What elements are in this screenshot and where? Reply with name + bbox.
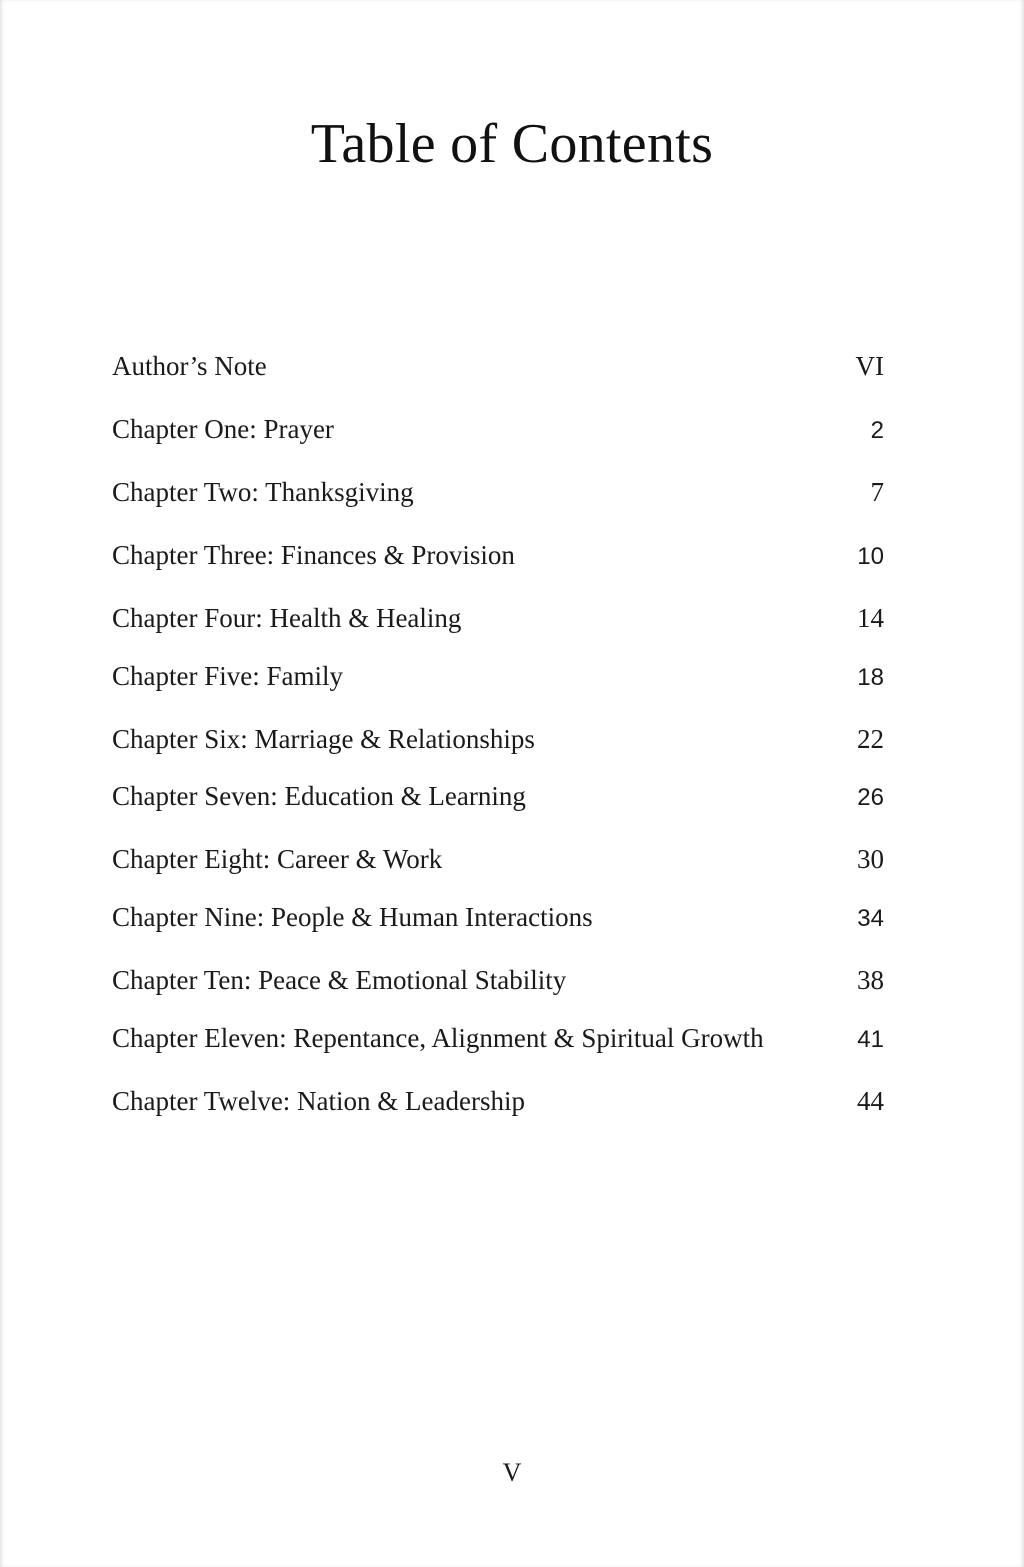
toc-entry-page: 2 (870, 417, 884, 444)
toc-entry-chapter-seven (112, 778, 884, 816)
toc-entry-page: 10 (857, 543, 884, 570)
toc-entry-page: 26 (857, 784, 884, 811)
toc-entry-label: Chapter Eleven: Repentance, Alignment & Spiritual Growth (112, 1023, 764, 1053)
toc-entry-page: 41 (857, 1026, 884, 1053)
toc-entry-chapter-ten (112, 962, 884, 998)
page-title: Table of Contents (310, 113, 714, 175)
toc-entry-chapter-eleven (112, 1020, 884, 1058)
toc-entry-label: Chapter One: Prayer (112, 414, 334, 444)
toc-entry-label: Chapter Three: Finances & Provision (112, 540, 515, 570)
toc-entry-page: 22 (857, 724, 884, 754)
toc-entry-page: 38 (857, 965, 884, 995)
toc-entry-label: Chapter Seven: Education & Learning (112, 781, 526, 811)
toc-entry-page: 30 (857, 844, 884, 874)
toc-entry-page: 44 (857, 1086, 884, 1116)
toc-entry-page: VI (855, 351, 884, 381)
toc-entry-label: Chapter Four: Health & Healing (112, 603, 462, 633)
toc-entry-authors-note (112, 348, 884, 384)
toc-entry-chapter-nine (112, 899, 884, 937)
toc-entry-label: Chapter Twelve: Nation & Leadership (112, 1086, 525, 1116)
toc-entry-label: Chapter Two: Thanksgiving (112, 477, 414, 507)
toc-entry-page: 14 (857, 603, 884, 633)
toc-entry-label: Chapter Eight: Career & Work (112, 844, 443, 874)
toc-entry-label: Author’s Note (112, 351, 267, 381)
toc-entry-label: Chapter Five: Family (112, 661, 343, 691)
toc-entry-page: 34 (857, 905, 884, 932)
toc-entry-chapter-eight (112, 841, 884, 877)
toc-entry-page: 7 (870, 477, 884, 507)
toc-entry-label: Chapter Ten: Peace & Emotional Stability (112, 965, 567, 995)
toc-entry-chapter-five (112, 658, 884, 696)
toc-entry-chapter-one (112, 411, 884, 449)
toc-entry-chapter-three (112, 537, 884, 575)
toc-entry-label: Chapter Nine: People & Human Interactions (112, 902, 593, 932)
toc-entry-chapter-six (112, 721, 884, 757)
toc-entry-chapter-twelve (112, 1083, 884, 1119)
toc-entry-label: Chapter Six: Marriage & Relationships (112, 724, 535, 754)
toc-entry-chapter-four (112, 600, 884, 636)
toc-entry-page: 18 (857, 664, 884, 691)
page-number: V (502, 1458, 522, 1487)
toc-entry-chapter-two (112, 474, 884, 510)
